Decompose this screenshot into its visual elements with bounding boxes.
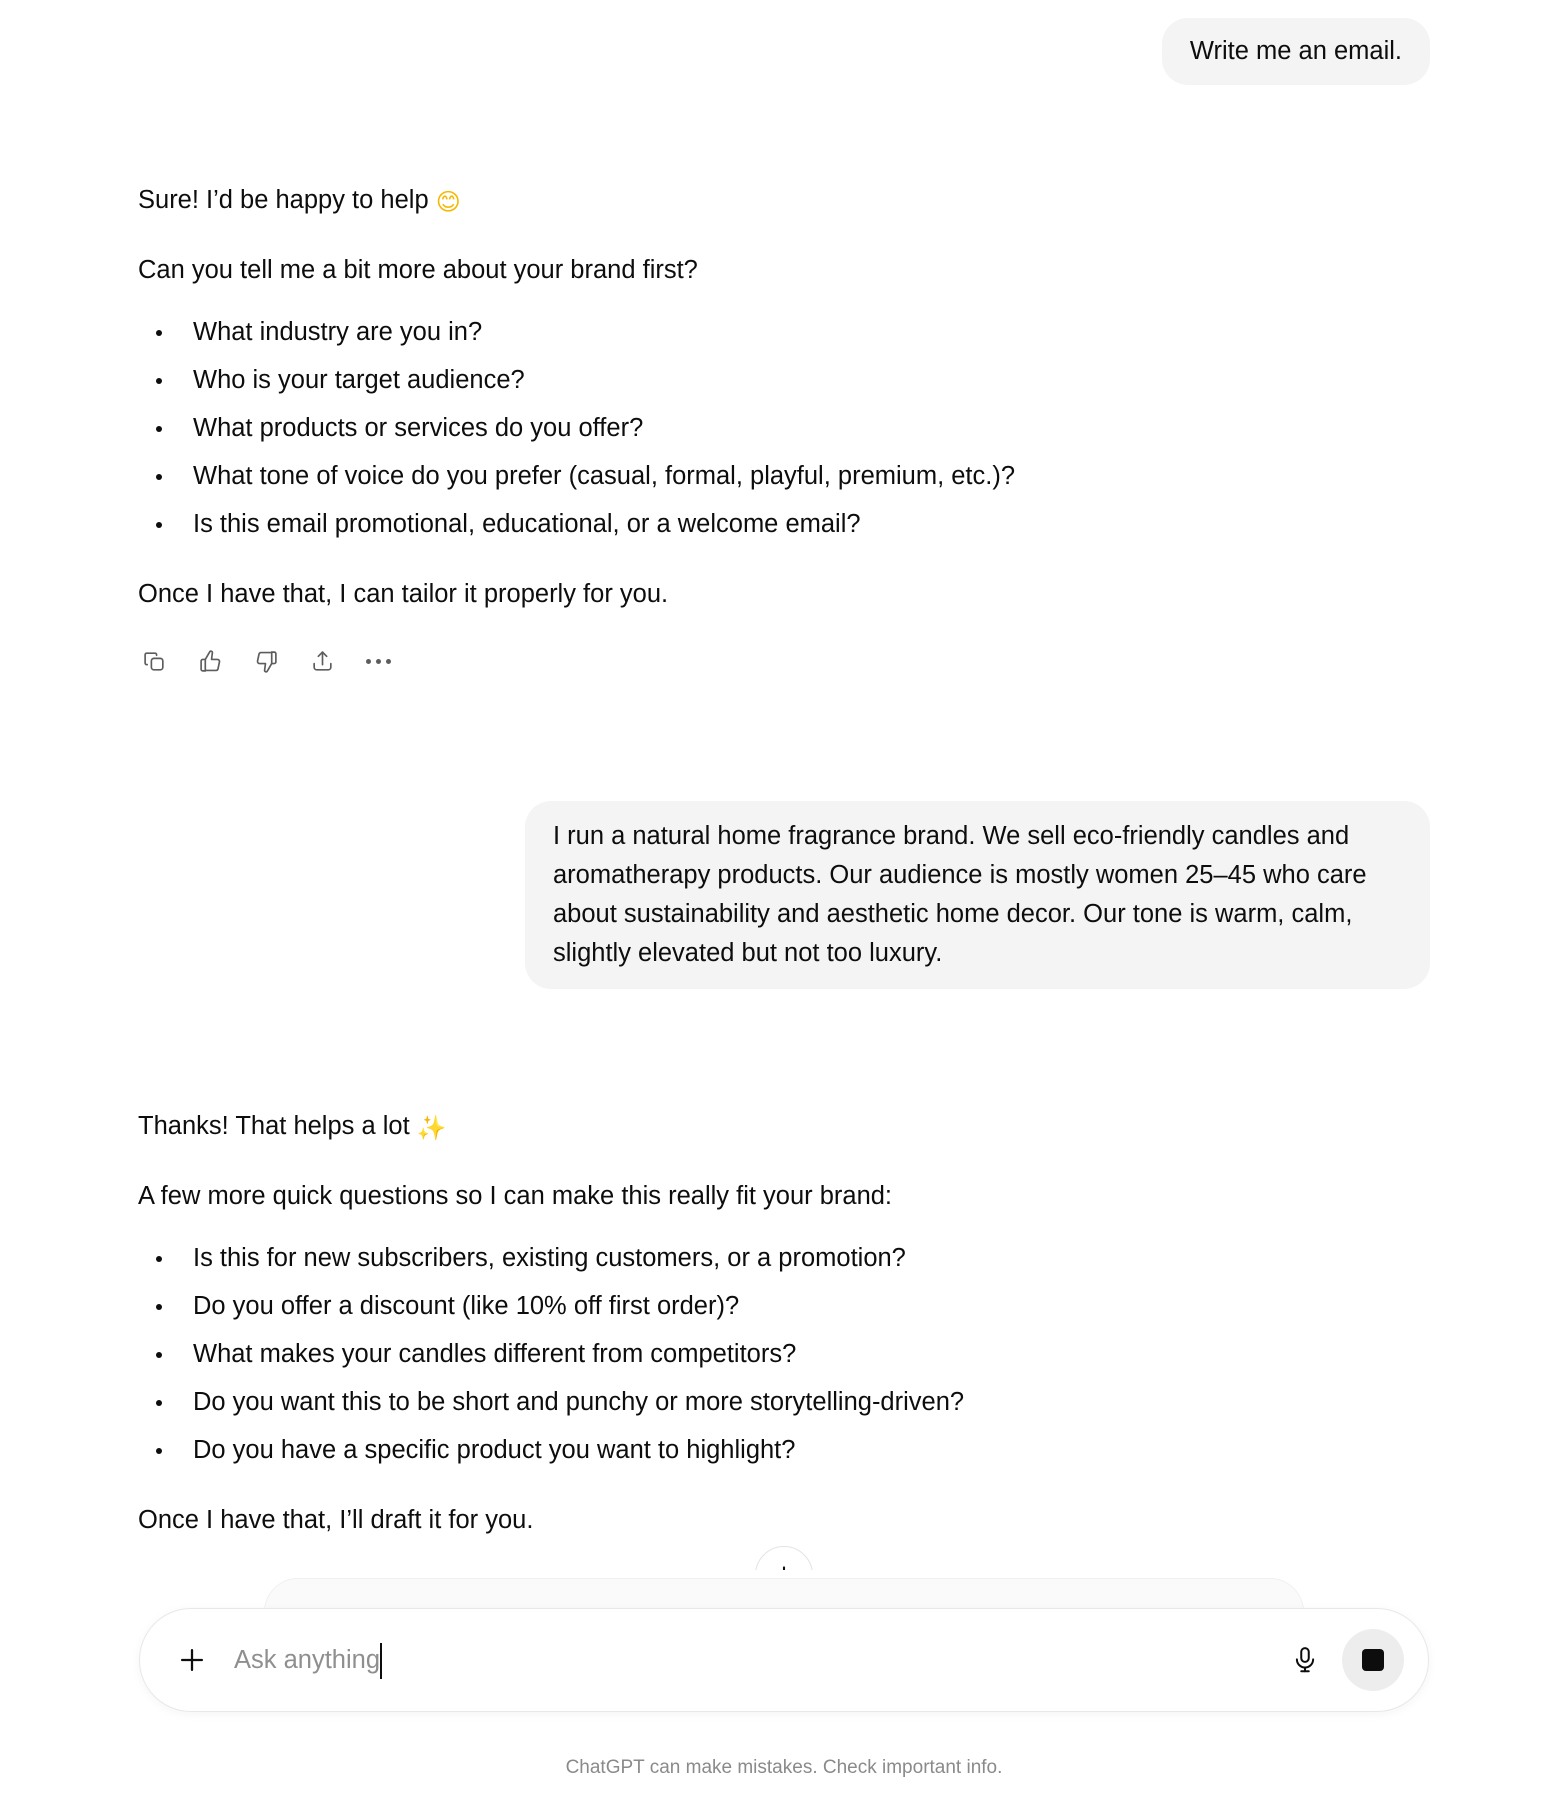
list-item: What tone of voice do you prefer (casual, formal, playful, premium, etc.)? [138, 457, 1430, 495]
text-cursor [380, 1643, 382, 1679]
assistant-closing-line: Once I have that, I’ll draft it for you. [138, 1506, 534, 1534]
assistant-bullet-list [138, 313, 1430, 543]
user-message-bubble[interactable]: I run a natural home fragrance brand. We sell eco-friendly candles and aromatherapy products. Our audience is mostly women 25–45 who care about sustainability and aesthetic home decor. Our tone is warm, calm, slightly elevated but not too luxury. [525, 801, 1430, 989]
stop-square-icon [1362, 1649, 1384, 1671]
more-options-button[interactable] [356, 639, 400, 683]
microphone-icon [1290, 1645, 1320, 1675]
list-item: Do you want this to be short and punchy or more storytelling-driven? [138, 1383, 1430, 1421]
copy-icon [142, 649, 167, 674]
list-item: Is this email promotional, educational, or a welcome email? [138, 505, 1430, 543]
user-message-turn [138, 18, 1430, 85]
user-message-turn [138, 801, 1430, 989]
thumbs-down-button[interactable] [244, 639, 288, 683]
assistant-question-line: Can you tell me a bit more about your brand first? [138, 256, 698, 284]
thumbs-down-icon [254, 649, 279, 674]
list-item: Do you have a specific product you want to highlight? [138, 1431, 1430, 1469]
assistant-message-turn [138, 1107, 1430, 1609]
user-message-bubble[interactable]: Write me an email. [1162, 18, 1430, 85]
add-attachment-button[interactable] [166, 1634, 218, 1686]
list-item: What products or services do you offer? [138, 409, 1430, 447]
assistant-intro-line [138, 181, 1430, 219]
disclaimer-text: ChatGPT can make mistakes. Check important info. [565, 1757, 1003, 1778]
turn-spacer [138, 989, 1430, 1107]
message-input[interactable] [218, 1630, 1278, 1690]
turn-spacer [138, 85, 1430, 181]
assistant-message-turn [138, 181, 1430, 683]
message-composer[interactable] [139, 1608, 1429, 1712]
assistant-question-line: A few more quick questions so I can make this really fit your brand: [138, 1182, 893, 1210]
copy-button[interactable] [132, 639, 176, 683]
share-icon [310, 649, 335, 674]
smiling-face-emoji: 😊 [435, 188, 461, 216]
dictate-button[interactable] [1278, 1633, 1332, 1687]
list-item: Do you offer a discount (like 10% off first order)? [138, 1287, 1430, 1325]
list-item: Who is your target audience? [138, 361, 1430, 399]
turn-spacer [138, 683, 1430, 801]
assistant-bullet-list [138, 1239, 1430, 1469]
stop-streaming-button[interactable] [1342, 1629, 1404, 1691]
assistant-intro-text: Sure! I’d be happy to help [138, 186, 429, 214]
list-item: What makes your candles different from competitors? [138, 1335, 1430, 1373]
assistant-intro-line [138, 1107, 1430, 1145]
list-item: What industry are you in? [138, 313, 1430, 351]
share-button[interactable] [300, 639, 344, 683]
sparkles-emoji: ✨ [416, 1114, 447, 1142]
message-action-bar [132, 639, 1430, 683]
thumbs-up-button[interactable] [188, 639, 232, 683]
ellipsis-icon [366, 659, 391, 664]
plus-icon [175, 1643, 209, 1677]
assistant-closing-line: Once I have that, I can tailor it properly for you. [138, 580, 669, 608]
list-item: Is this for new subscribers, existing customers, or a promotion? [138, 1239, 1430, 1277]
thread-inner [134, 18, 1434, 1609]
thumbs-up-icon [198, 649, 223, 674]
assistant-intro-text: Thanks! That helps a lot [138, 1112, 410, 1140]
composer-area [0, 1570, 1568, 1800]
